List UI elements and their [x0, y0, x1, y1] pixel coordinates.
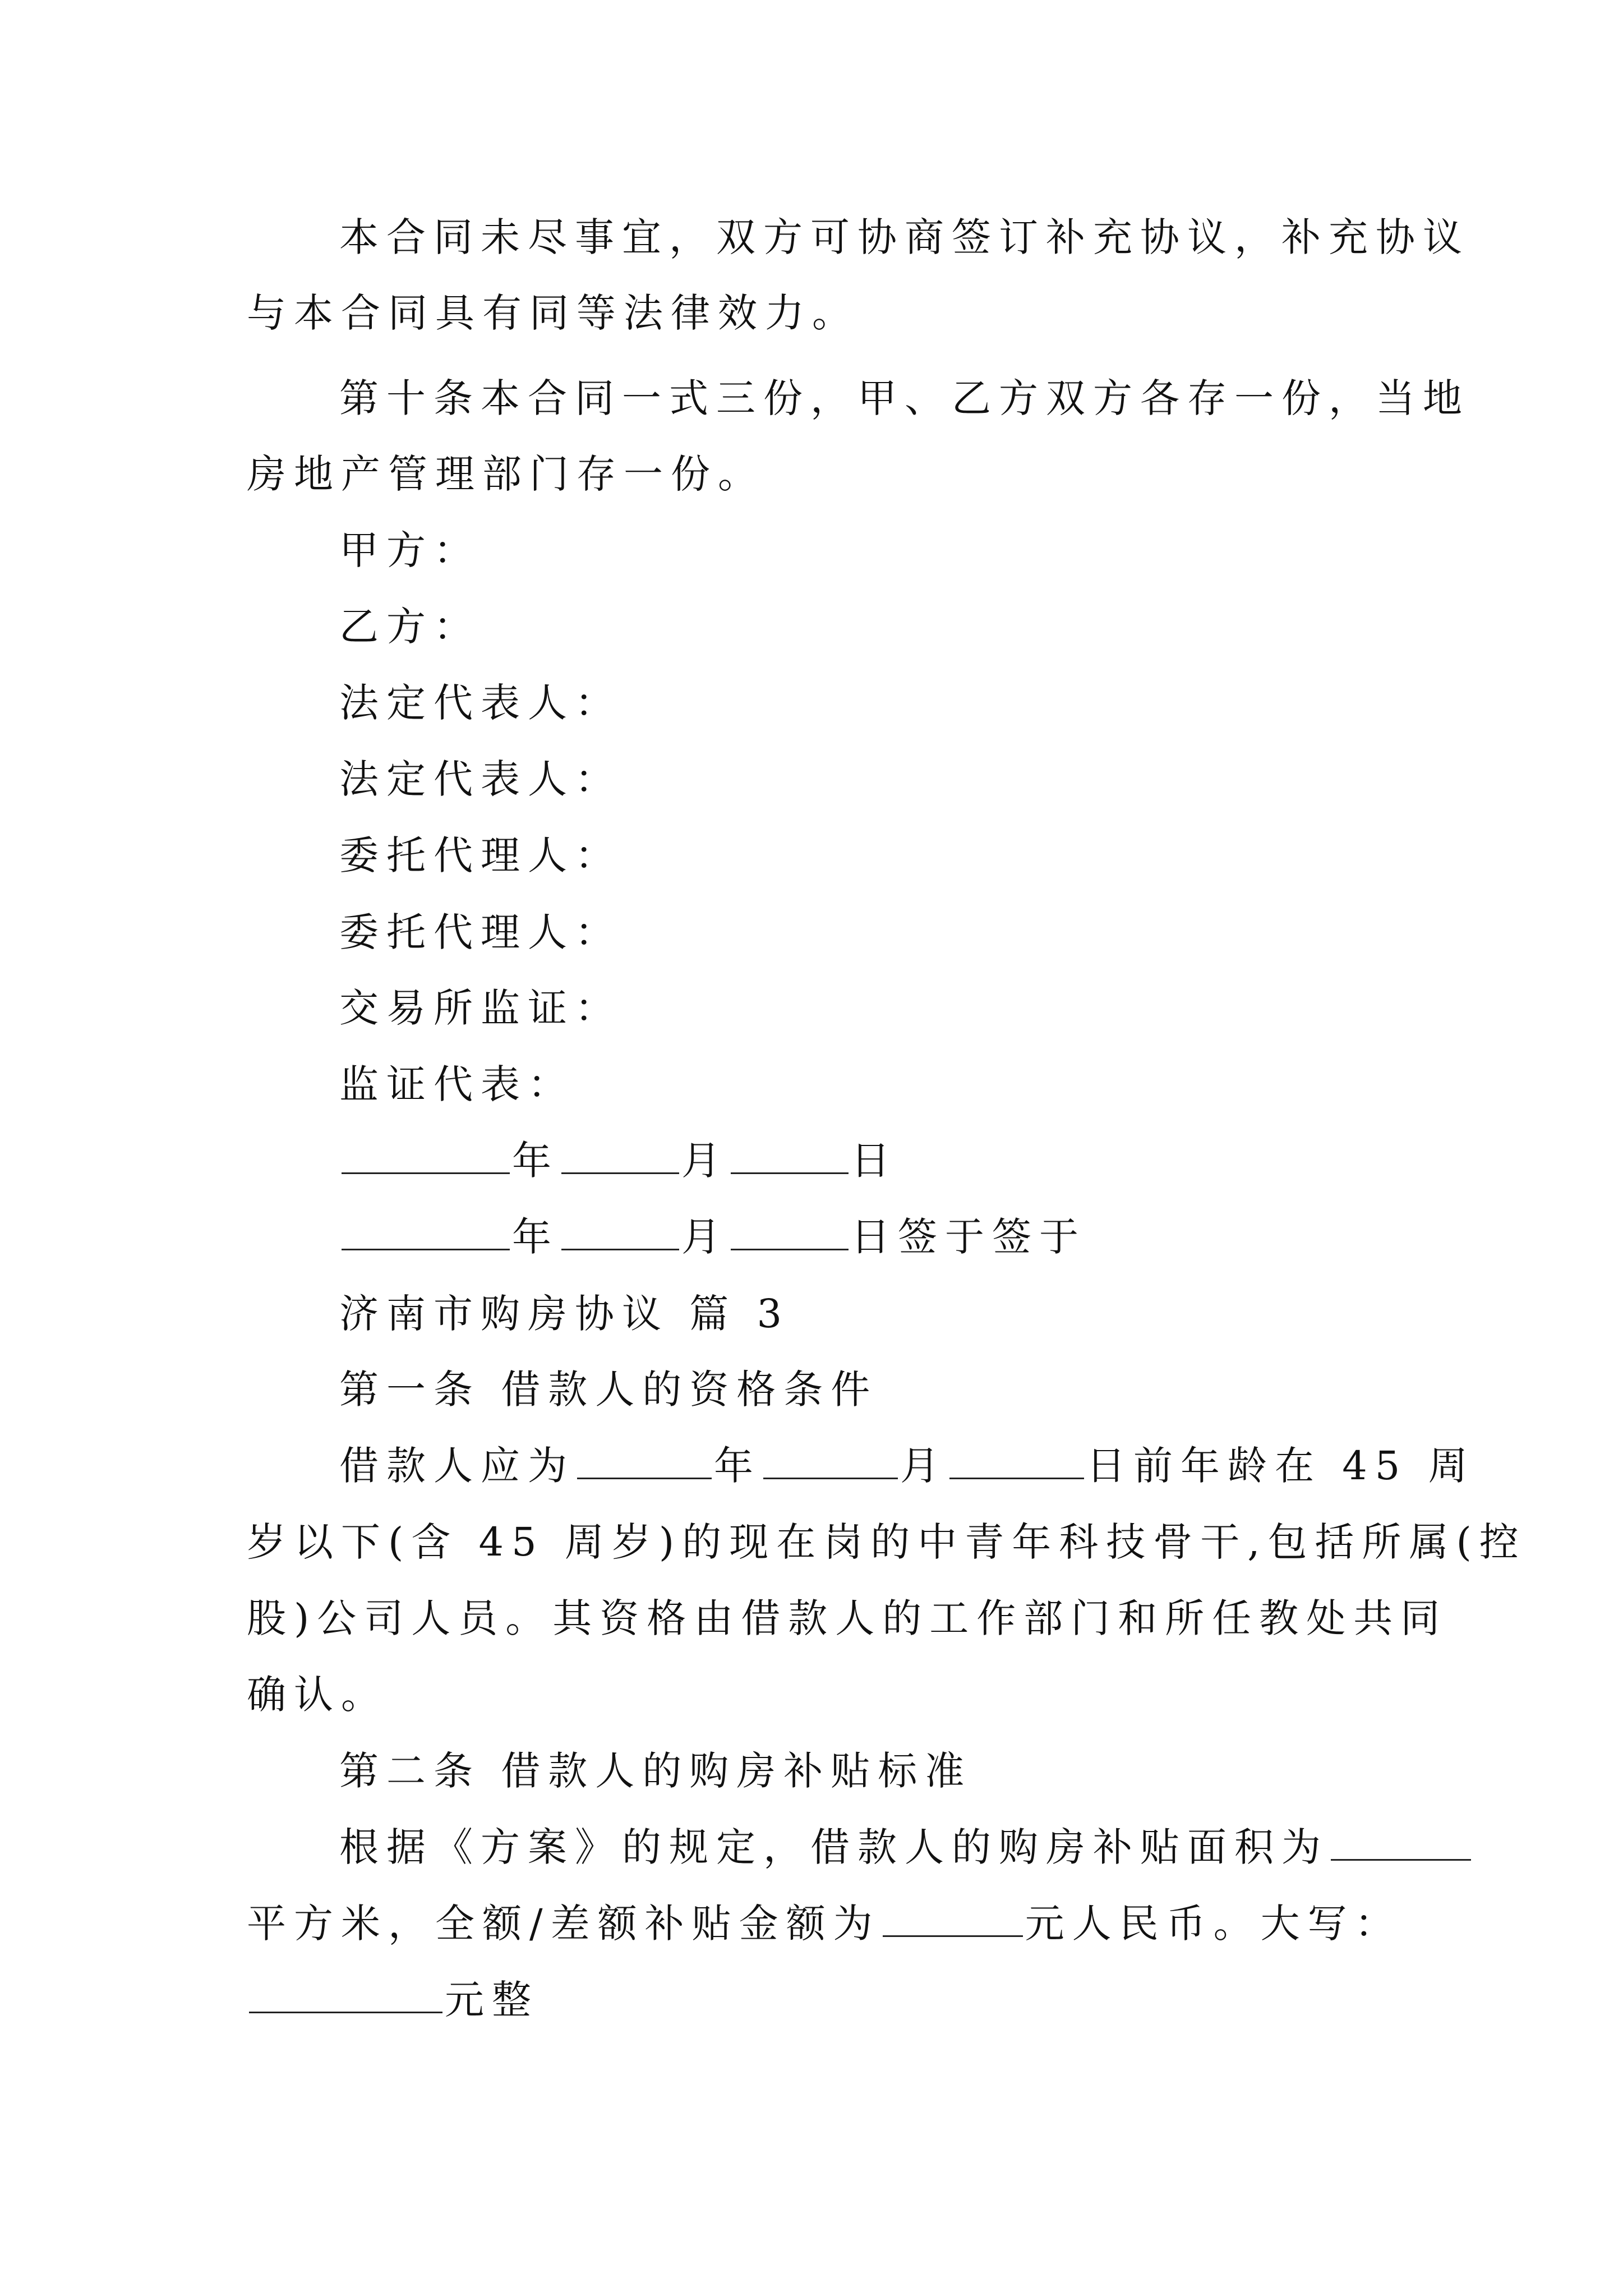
blank-field: [731, 1214, 849, 1250]
signature-label-legal-rep: 法定代表人：: [339, 680, 622, 726]
text: 与本合同具有同等法律效力。: [247, 290, 859, 336]
blank-field: [1331, 1824, 1471, 1861]
blank-field: [577, 1443, 712, 1479]
blank-field: [731, 1138, 849, 1174]
paragraph-line: 根据《方案》的规定，借款人的购房补贴面积为: [339, 1822, 1483, 1872]
signature-label-party-a: 甲方：: [339, 527, 481, 573]
blank-field: [249, 1977, 442, 2013]
paragraph-line: 股)公司人员。其资格由借款人的工作部门和所任教处共同: [247, 1595, 1448, 1641]
blank-field: [342, 1138, 510, 1174]
blank-field: [763, 1443, 898, 1479]
section-title: 济南市购房协议 篇 3: [339, 1291, 790, 1337]
signature-label-witness-rep: 监证代表：: [339, 1061, 575, 1107]
text: 房地产管理部门存一份。: [247, 451, 765, 497]
text: 第十条本合同一式三份，甲、乙方双方各存一份，当地: [339, 375, 1470, 421]
paragraph-line: [247, 288, 1391, 338]
blank-field: [561, 1138, 679, 1174]
paragraph-line: [339, 373, 1483, 424]
article-title: 第二条 借款人的购房补贴标准: [339, 1748, 972, 1794]
signature-label-agent: 委托代理人：: [339, 832, 622, 878]
paragraph-line: [339, 212, 1483, 263]
date-line: 年 月 日签于签于: [339, 1212, 1483, 1262]
paragraph-line: 确认。: [247, 1672, 388, 1718]
blank-field: [342, 1214, 510, 1250]
text: 本合同未尽事宜，双方可协商签订补充协议，补充协议: [339, 214, 1470, 260]
paragraph-line: 平方米，全额/差额补贴金额为 元人民币。大写：: [247, 1901, 1402, 1947]
paragraph-line: 借款人应为 年 月 日前年龄在 45 周: [339, 1443, 1476, 1489]
article-title: 第一条 借款人的资格条件: [339, 1366, 878, 1412]
blank-field: [883, 1901, 1023, 1937]
paragraph-line: [247, 449, 1391, 499]
blank-field: [949, 1443, 1084, 1479]
blank-field: [561, 1214, 679, 1250]
signature-label-exchange-witness: 交易所监证：: [339, 985, 622, 1031]
paragraph-line: 元整: [247, 1975, 1391, 2025]
signature-label-party-b: 乙方：: [339, 604, 481, 650]
paragraph-line: 岁以下(含 45 周岁)的现在岗的中青年科技骨干,包括所属(控: [247, 1519, 1527, 1565]
date-line: 年 月 日: [339, 1135, 1483, 1186]
signature-label-legal-rep: 法定代表人：: [339, 756, 622, 802]
signature-label-agent: 委托代理人：: [339, 909, 622, 955]
